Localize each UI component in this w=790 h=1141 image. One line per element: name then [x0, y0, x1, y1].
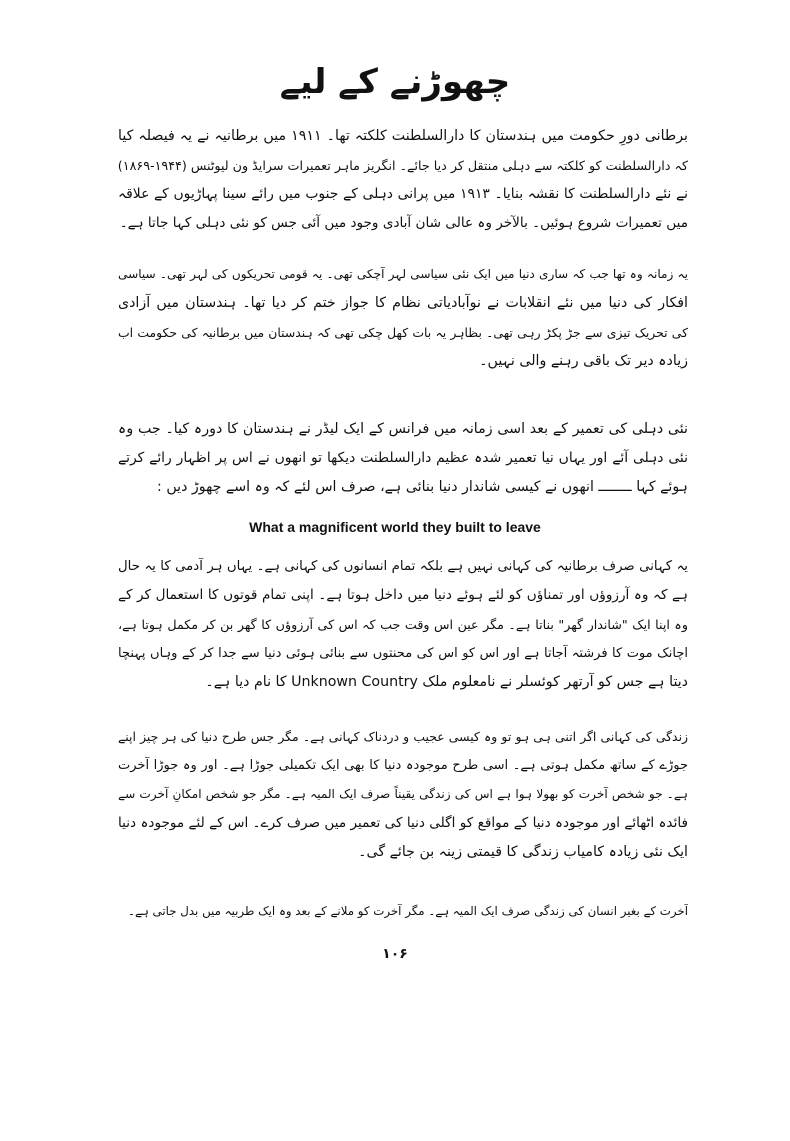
- text-line: یہ زمانہ وہ تھا جب کہ ساری دنیا میں ایک نئی سیاسی لہر آچکی تھی۔ یہ قومی تحریکوں کی لہر تھی۔ سیاسی: [118, 267, 688, 281]
- text-line: نئی دہلی آئے اور یہاں نیا تعمیر شدہ عظیم دارالسلطنت دیکھا تو انھوں نے اس پر اظہار رائے کرتے: [118, 450, 688, 466]
- text-line: ہے۔ جو شخص آخرت کو بھولا ہوا ہے اس کی زندگی یقیناً صرف ایک المیہ ہے۔ مگر جو شخص امکانِ آخرت سے: [118, 787, 688, 801]
- english-caption: What a magnificent world they built to leave: [249, 519, 541, 535]
- text-line: فائدہ اٹھائے اور موجودہ دنیا کے مواقع کو اگلی دنیا کی تعمیر میں صرف کرے۔ اس کے لئے موجودہ دنیا: [118, 815, 688, 831]
- text-line: میں تعمیرات شروع ہوئیں۔ بالآخر وہ عالی شان آبادی وجود میں آئی جس کو نئی دہلی کہا جاتا ہے۔: [119, 215, 688, 231]
- text-line: کی تحریک تیزی سے جڑ پکڑ رہی تھی۔ بظاہر یہ بات کھل چکی تھی کہ ہندستان میں برطانیہ کی حکومت اب: [118, 325, 688, 340]
- text-line: یہ کہانی صرف برطانیہ کی کہانی نہیں ہے بلکہ تمام انسانوں کی کہانی ہے۔ یہاں ہر آدمی کا یہ حال: [118, 559, 688, 574]
- text-line: کہ دارالسلطنت کو کلکتہ سے دہلی منتقل کر دیا جائے۔ انگریز ماہر تعمیرات سرایڈ ون لیوٹنس (۱۹۴۴-۱۸۶۹): [118, 158, 688, 173]
- text-line: دیتا ہے جس کو آرتھر کوئسلر نے نامعلوم ملک Unknown Country کا نام دیا ہے۔: [205, 674, 688, 690]
- paragraph-6: [118, 897, 688, 926]
- text-line: نے نئے دارالسلطنت کا نقشہ بنایا۔ ۱۹۱۳ میں پرانی دہلی کے جنوب میں رائے سینا پہاڑیوں کے علاقہ: [118, 186, 688, 202]
- paragraph-2: [118, 260, 688, 376]
- text-line: وہ اپنا ایک "شاندار گھر" بناتا ہے۔ مگر عین اس وقت جب کہ اس کی آرزوؤں کا گھر بن کر مکمل ہوتا ہے،: [118, 617, 688, 632]
- text-line: ہوئے کہا ــــــــ انھوں نے کیسی شاندار دنیا بنائی ہے، صرف اس لئے کہ وہ اسے چھوڑ دیں :: [157, 479, 688, 495]
- text-line: زیادہ دیر تک باقی رہنے والی نہیں۔: [479, 353, 688, 369]
- text-line: ایک نئی زیادہ کامیاب زندگی کا قیمتی زینہ بن جائے گی۔: [358, 844, 688, 860]
- paragraph-5: [118, 722, 688, 867]
- text-line: آخرت کے بغیر انسان کی زندگی صرف ایک المیہ ہے۔ مگر آخرت کو ملانے کے بعد وہ ایک طربیہ میں بدل جاتی ہے۔: [128, 904, 688, 918]
- paragraph-3: [118, 415, 688, 502]
- text-line: زندگی کی کہانی اگر اتنی ہی ہو تو وہ کیسی عجیب و دردناک کہانی ہے۔ مگر جس طرح دنیا کی ہر چیز اپنے: [118, 729, 688, 744]
- text-line: برطانی دورِ حکومت میں ہندستان کا دارالسلطنت کلکتہ تھا۔ ۱۹۱۱ میں برطانیہ نے یہ فیصلہ کیا: [118, 128, 688, 144]
- page-title: چھوڑنے کے لیے: [279, 62, 511, 102]
- text-line: جوڑے کے ساتھ مکمل ہوتی ہے۔ اسی طرح موجودہ دنیا کا بھی ایک تکمیلی جوڑا ہے۔ اور وہ جوڑا آخرت: [118, 758, 688, 773]
- paragraph-4: [118, 552, 688, 697]
- text-line: افکار کی دنیا میں نئے انقلابات نے نوآبادیاتی نظام کا جواز ختم کر دیا تھا۔ ہندستان میں آزادی: [118, 295, 688, 311]
- paragraph-1: [118, 122, 688, 238]
- text-line: ہے کہ وہ آرزوؤں اور تمناؤں کو لئے ہوئے دنیا میں داخل ہوتا ہے۔ اپنی تمام قوتوں کا استعمال کر کے: [118, 587, 688, 603]
- page-number: ۱۰۶: [382, 946, 408, 962]
- text-line: اچانک موت کا فرشتہ آجاتا ہے اور اس کو اس کی محنتوں سے بنائی ہوئی دنیا سے جدا کر کے وہاں پہنچا: [118, 646, 688, 661]
- text-line: نئی دہلی کی تعمیر کے بعد اسی زمانہ میں فرانس کے ایک لیڈر نے ہندستان کا دورہ کیا۔ جب وہ: [118, 421, 688, 437]
